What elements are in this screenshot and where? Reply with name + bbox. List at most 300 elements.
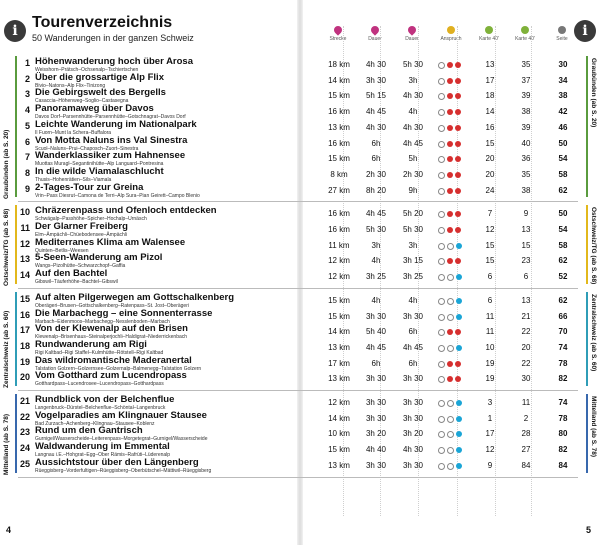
difficulty-rating bbox=[438, 431, 468, 439]
map-number: 22 bbox=[521, 358, 531, 368]
column-header-label: Dauer bbox=[405, 36, 419, 42]
distance: 13 km bbox=[328, 342, 350, 352]
duration-up: 2h 30 bbox=[365, 169, 387, 179]
difficulty-dot-icon bbox=[438, 243, 445, 250]
tour-name: 2-Tages-Tour zur Greina bbox=[35, 181, 144, 193]
page-ref: 62 bbox=[558, 256, 568, 266]
map-number: 15 bbox=[485, 256, 495, 266]
region-color-bar bbox=[15, 394, 17, 473]
section-divider bbox=[18, 288, 578, 289]
map-number: 11 bbox=[521, 398, 531, 407]
tour-number: 4 bbox=[24, 105, 30, 116]
difficulty-dot-icon bbox=[447, 243, 454, 250]
page-ref: 80 bbox=[558, 429, 568, 439]
map-number: 17 bbox=[485, 429, 495, 439]
difficulty-dot-icon bbox=[455, 227, 461, 233]
tour-number: 17 bbox=[19, 325, 30, 336]
difficulty-rating bbox=[438, 345, 468, 353]
tour-number: 12 bbox=[19, 238, 30, 249]
duration-down: 4h 45 bbox=[402, 138, 424, 148]
difficulty-rating bbox=[438, 463, 468, 471]
page-ref: 50 bbox=[558, 209, 568, 219]
map-number: 35 bbox=[521, 169, 531, 179]
page-ref: 66 bbox=[558, 311, 568, 321]
difficulty-dot-icon bbox=[438, 227, 445, 234]
page-ref: 54 bbox=[558, 225, 568, 234]
difficulty-rating bbox=[438, 274, 468, 282]
tour-route: Bivio–Natons–Alp Flix–Tinizong bbox=[35, 82, 106, 89]
difficulty-dot-icon bbox=[456, 416, 462, 422]
duration-up: 4h 45 bbox=[365, 342, 387, 352]
region-label: Ostschweiz/TG (ab S. 68) bbox=[590, 207, 597, 285]
difficulty-dot-icon bbox=[455, 258, 461, 264]
map-number: 28 bbox=[521, 429, 531, 439]
column-header-pin-up bbox=[360, 26, 390, 42]
map-number: 20 bbox=[485, 169, 495, 179]
difficulty-dot-icon bbox=[447, 258, 453, 264]
map-number: 9 bbox=[523, 209, 529, 219]
duration-up: 4h 45 bbox=[365, 107, 387, 117]
tour-name: Von der Klewenalp auf den Brisen bbox=[35, 323, 188, 335]
duration-up: 4h 45 bbox=[365, 209, 387, 219]
map-number: 13 bbox=[521, 295, 531, 305]
difficulty-dot-icon bbox=[447, 156, 453, 162]
tour-number: 24 bbox=[19, 443, 30, 454]
column-header-pin-down bbox=[397, 26, 427, 42]
difficulty-dot-icon bbox=[447, 93, 453, 99]
map-number: 9 bbox=[487, 460, 493, 470]
difficulty-dot-icon bbox=[447, 274, 454, 281]
column-header-pin bbox=[323, 26, 353, 42]
pin-up-icon bbox=[369, 24, 380, 35]
duration-down: 6h bbox=[408, 358, 418, 368]
map-number: 11 bbox=[485, 311, 495, 321]
page-ref: 62 bbox=[558, 295, 568, 305]
difficulty-dot-icon bbox=[455, 93, 461, 99]
map-number: 39 bbox=[521, 91, 531, 101]
map-number: 24 bbox=[485, 185, 495, 195]
difficulty-dot-icon bbox=[447, 78, 453, 84]
table-row[interactable] bbox=[18, 456, 578, 474]
section-divider bbox=[18, 390, 578, 391]
difficulty-rating bbox=[438, 172, 468, 180]
map-number: 23 bbox=[521, 256, 531, 266]
tour-route: Gotthardpass–Lucendrosee–Lucendropass–Gotthardpass bbox=[35, 381, 164, 388]
duration-up: 4h bbox=[371, 295, 381, 305]
difficulty-dot-icon bbox=[438, 376, 445, 383]
duration-down: 4h 30 bbox=[402, 445, 424, 455]
difficulty-rating bbox=[438, 361, 468, 369]
difficulty-dot-icon bbox=[455, 376, 461, 382]
duration-up: 8h 20 bbox=[365, 185, 387, 195]
duration-up: 6h bbox=[371, 154, 381, 164]
difficulty-dot-icon bbox=[456, 243, 462, 249]
duration-down: 2h 30 bbox=[402, 169, 424, 179]
difficulty-dot-icon bbox=[455, 172, 461, 178]
difficulty-dot-icon bbox=[438, 314, 445, 321]
distance: 14 km bbox=[328, 413, 350, 423]
map-number: 36 bbox=[521, 154, 531, 164]
tour-number: 14 bbox=[19, 270, 30, 281]
difficulty-dot-icon bbox=[447, 416, 454, 423]
difficulty-icon bbox=[447, 26, 455, 34]
difficulty-dot-icon bbox=[447, 188, 453, 194]
map-number: 2 bbox=[523, 413, 529, 423]
region-color-bar bbox=[15, 205, 17, 284]
region-color-bar bbox=[15, 292, 17, 386]
duration-up: 3h 30 bbox=[365, 413, 387, 423]
tour-number: 22 bbox=[19, 411, 30, 422]
difficulty-dot-icon bbox=[447, 172, 453, 178]
tour-route: Quinten–Betlis–Weesen bbox=[35, 247, 89, 254]
difficulty-dot-icon bbox=[438, 109, 445, 116]
difficulty-dot-icon bbox=[456, 274, 462, 280]
difficulty-dot-icon bbox=[438, 258, 445, 265]
page-ref: 30 bbox=[558, 60, 568, 69]
duration-up: 3h 30 bbox=[365, 460, 387, 470]
page-ref: 62 bbox=[558, 185, 568, 195]
tour-name: Wanderklassiker zum Hahnensee bbox=[35, 150, 186, 162]
difficulty-dot-icon bbox=[438, 141, 445, 148]
region-label: Ostschweiz/TG (ab S. 68) bbox=[3, 208, 10, 286]
difficulty-rating bbox=[438, 258, 468, 266]
difficulty-rating bbox=[438, 329, 468, 337]
difficulty-rating bbox=[438, 227, 468, 235]
region-label: Zentralschweiz (ab S. 60) bbox=[3, 310, 10, 388]
region-label: Graubünden (ab S. 20) bbox=[590, 58, 597, 128]
distance: 14 km bbox=[328, 75, 350, 85]
duration-up: 4h bbox=[371, 256, 381, 266]
page-ref: 78 bbox=[558, 413, 568, 423]
difficulty-dot-icon bbox=[438, 172, 445, 179]
difficulty-rating bbox=[438, 125, 468, 133]
difficulty-dot-icon bbox=[447, 211, 453, 217]
difficulty-dot-icon bbox=[438, 125, 445, 132]
map-number: 12 bbox=[485, 225, 495, 234]
map-number: 13 bbox=[521, 225, 531, 234]
page-ref: 58 bbox=[558, 240, 568, 250]
tour-route: Casaccia–Höhenweg–Soglio–Castasegna bbox=[35, 98, 129, 105]
map-number: 30 bbox=[521, 374, 531, 384]
tour-number: 18 bbox=[19, 340, 30, 351]
difficulty-dot-icon bbox=[455, 125, 461, 131]
duration-down: 3h bbox=[408, 240, 418, 250]
tour-number: 2 bbox=[24, 73, 30, 84]
section-divider bbox=[18, 477, 578, 478]
tour-number: 8 bbox=[24, 167, 30, 178]
tour-route: Klewenalp–Brisenhaus–Steinalperjochli–Haldigrat–Niederrickenbach bbox=[35, 334, 188, 341]
distance: 17 km bbox=[328, 358, 350, 368]
tour-route: Thusis–Hohenrätien–Sils–Viamala bbox=[35, 176, 112, 183]
pin-down-icon bbox=[406, 24, 417, 35]
page-ref: 70 bbox=[558, 327, 568, 337]
duration-down: 5h bbox=[408, 154, 418, 164]
map-number: 15 bbox=[485, 240, 495, 250]
difficulty-dot-icon bbox=[456, 400, 462, 406]
page-number-right: 5 bbox=[586, 525, 592, 535]
page-ref: 34 bbox=[558, 75, 568, 85]
duration-down: 4h 45 bbox=[402, 342, 424, 352]
duration-up: 3h 30 bbox=[365, 374, 387, 384]
difficulty-dot-icon bbox=[438, 298, 445, 305]
tour-name: Chräzerenpass und Ofenloch entdecken bbox=[35, 205, 217, 217]
tour-name: Von Motta Naluns ins Val Sinestra bbox=[35, 134, 188, 146]
tour-name: Rund um den Gantrisch bbox=[35, 425, 143, 437]
duration-down: 3h 30 bbox=[402, 374, 424, 384]
duration-up: 5h 40 bbox=[365, 327, 387, 337]
tour-route: Oberägeri–Brusen–Gottschalkenberg–Ratenpass–St. Jost–Oberägeri bbox=[35, 302, 189, 309]
tour-route: Muottas Muragl–Segantinihütte–Alp Languard–Pontresina bbox=[35, 161, 164, 168]
duration-down: 3h bbox=[408, 75, 418, 85]
map-number: 19 bbox=[485, 374, 495, 384]
difficulty-rating bbox=[438, 243, 468, 251]
map-number: 16 bbox=[485, 122, 495, 132]
difficulty-dot-icon bbox=[455, 156, 461, 162]
tour-name: Aussichtstour über den Längenberg bbox=[35, 456, 199, 468]
column-header-label: Anspruch bbox=[440, 36, 462, 42]
difficulty-dot-icon bbox=[438, 93, 445, 100]
tour-name: Über die grossartige Alp Flix bbox=[35, 71, 164, 83]
table-row[interactable] bbox=[18, 270, 578, 285]
difficulty-dot-icon bbox=[447, 109, 453, 115]
duration-down: 4h 30 bbox=[402, 91, 424, 101]
distance: 15 km bbox=[328, 154, 350, 164]
difficulty-dot-icon bbox=[456, 463, 462, 469]
distance: 27 km bbox=[328, 185, 350, 195]
tour-route: Bad Zurzach–Achenberg–Klingnau–Stausee–Koblenz bbox=[35, 420, 155, 427]
map-number: 84 bbox=[521, 460, 531, 470]
difficulty-dot-icon bbox=[447, 298, 454, 305]
duration-up: 3h 25 bbox=[365, 272, 387, 282]
info-icon: i bbox=[574, 20, 596, 42]
tour-name: Rundwanderung am Rigi bbox=[35, 338, 147, 350]
difficulty-rating bbox=[438, 93, 468, 101]
difficulty-rating bbox=[438, 109, 468, 117]
tour-number: 16 bbox=[19, 309, 30, 320]
duration-down: 3h 15 bbox=[402, 256, 424, 266]
distance: 12 km bbox=[328, 272, 350, 282]
difficulty-dot-icon bbox=[438, 78, 445, 85]
tour-number: 11 bbox=[20, 223, 30, 233]
map-icon bbox=[485, 26, 493, 34]
duration-down: 3h 25 bbox=[402, 272, 424, 282]
region-label: Mittelland (ab S. 78) bbox=[3, 413, 10, 475]
tour-route: Wangs–Pizolhütte–Schwarzchopf–Gaffia bbox=[35, 263, 126, 270]
tour-route: Marbach–Eidenmoos–Marbachegg–Nesslenboden–Marbach bbox=[35, 318, 170, 325]
difficulty-dot-icon bbox=[447, 361, 453, 367]
page-ref: 58 bbox=[558, 169, 568, 179]
page-ref: 78 bbox=[558, 358, 568, 368]
map-number: 12 bbox=[485, 445, 495, 455]
map-number: 14 bbox=[485, 107, 495, 117]
tour-route: Talstation Golzern–Golzernsee–Golzernalp–Balmenegg–Talstation Golzern bbox=[35, 365, 202, 372]
page-title: Tourenverzeichnis bbox=[32, 14, 173, 31]
duration-down: 4h 30 bbox=[402, 122, 424, 132]
map-number: 39 bbox=[521, 122, 531, 132]
region-label: Graubünden (ab S. 20) bbox=[3, 129, 10, 200]
distance: 14 km bbox=[328, 327, 350, 337]
difficulty-dot-icon bbox=[447, 62, 453, 68]
difficulty-dot-icon bbox=[438, 329, 445, 336]
difficulty-rating bbox=[438, 314, 468, 322]
duration-up: 3h 30 bbox=[365, 398, 387, 407]
column-header-page bbox=[547, 26, 577, 42]
duration-up: 3h 30 bbox=[365, 311, 387, 321]
tour-name: Waldwanderung im Emmental bbox=[35, 441, 170, 453]
difficulty-dot-icon bbox=[456, 345, 462, 351]
distance: 16 km bbox=[328, 209, 350, 219]
region-label: Mittelland (ab S. 78) bbox=[590, 396, 597, 458]
tour-name: Die Gebirgswelt des Bergells bbox=[35, 87, 166, 99]
difficulty-dot-icon bbox=[438, 345, 445, 352]
tour-name: In die wilde Viamalaschlucht bbox=[35, 165, 164, 177]
page-ref: 42 bbox=[558, 107, 568, 117]
difficulty-rating bbox=[438, 188, 468, 196]
difficulty-rating bbox=[438, 78, 468, 86]
tour-number: 3 bbox=[24, 89, 30, 100]
duration-up: 5h 30 bbox=[365, 225, 387, 234]
difficulty-dot-icon bbox=[456, 298, 462, 304]
distance: 16 km bbox=[328, 225, 350, 234]
tour-name: Das wildromantische Maderanertal bbox=[35, 354, 192, 366]
tour-number: 23 bbox=[19, 427, 30, 438]
tour-route: Rüeggisberg–Vorderfultigen–Rüeggisberg–Oberbütschel–Mättiwil–Rüeggisberg bbox=[35, 467, 212, 474]
duration-up: 4h 30 bbox=[365, 60, 387, 69]
difficulty-dot-icon bbox=[455, 109, 461, 115]
map-number: 7 bbox=[487, 209, 493, 219]
duration-down: 4h bbox=[408, 107, 418, 117]
tour-route: Gibswil–Täuferhöhe–Bachtel–Gibswil bbox=[35, 279, 118, 286]
distance: 16 km bbox=[328, 107, 350, 117]
duration-up: 6h bbox=[371, 138, 381, 148]
tour-name: Die Marbachegg – eine Sonnenterrasse bbox=[35, 307, 213, 319]
tour-number: 1 bbox=[24, 58, 30, 68]
map-number: 35 bbox=[521, 60, 531, 69]
difficulty-dot-icon bbox=[447, 431, 454, 438]
difficulty-dot-icon bbox=[447, 447, 454, 454]
duration-down: 5h 30 bbox=[402, 60, 424, 69]
difficulty-rating bbox=[438, 376, 468, 384]
page-ref: 74 bbox=[558, 342, 568, 352]
difficulty-dot-icon bbox=[438, 156, 445, 163]
duration-down: 3h 30 bbox=[402, 413, 424, 423]
map-number: 27 bbox=[521, 445, 531, 455]
page-ref: 38 bbox=[558, 91, 568, 101]
difficulty-rating bbox=[438, 400, 468, 408]
difficulty-dot-icon bbox=[447, 345, 454, 352]
region-color-bar bbox=[15, 56, 17, 197]
difficulty-dot-icon bbox=[447, 314, 454, 321]
tour-route: Schwägalp–Passhöhe–Spicher–Hochalp–Urnäsch bbox=[35, 216, 147, 223]
distance: 15 km bbox=[328, 91, 350, 101]
tour-route: Weisshorn–Prätsch–Ochsenalp–Tschiertschen bbox=[35, 67, 139, 73]
difficulty-dot-icon bbox=[438, 431, 445, 438]
table-row[interactable] bbox=[18, 181, 578, 199]
map-number: 19 bbox=[485, 358, 495, 368]
map-number: 21 bbox=[521, 311, 531, 321]
distance: 8 km bbox=[330, 169, 348, 179]
duration-down: 4h bbox=[408, 295, 418, 305]
page-ref: 50 bbox=[558, 138, 568, 148]
map-number: 38 bbox=[521, 185, 531, 195]
duration-down: 3h 30 bbox=[402, 398, 424, 407]
difficulty-dot-icon bbox=[438, 274, 445, 281]
difficulty-dot-icon bbox=[455, 329, 461, 335]
map-number: 15 bbox=[485, 138, 495, 148]
map-number: 3 bbox=[487, 398, 493, 407]
column-header-label: Strecke bbox=[329, 36, 347, 42]
distance: 16 km bbox=[328, 138, 350, 148]
duration-up: 3h bbox=[371, 240, 381, 250]
tour-route: Langnau i.E.–Hohgrat–Egg–Ober Rämis–Rafrüti–Lüderenalp bbox=[35, 452, 171, 459]
duration-up: 3h 20 bbox=[365, 429, 387, 439]
map-icon bbox=[521, 26, 529, 34]
info-icon: i bbox=[4, 20, 26, 42]
tour-number: 21 bbox=[19, 396, 30, 406]
distance: 12 km bbox=[328, 256, 350, 266]
page-ref: 84 bbox=[558, 460, 568, 470]
tour-route: Il Fuorn–Munt la Schera–Buffalora bbox=[35, 129, 112, 136]
difficulty-rating bbox=[438, 62, 468, 70]
duration-down: 3h 30 bbox=[402, 311, 424, 321]
page-ref: 74 bbox=[558, 398, 568, 407]
section-divider bbox=[18, 201, 578, 202]
table-row[interactable] bbox=[18, 372, 578, 387]
duration-up: 6h bbox=[371, 358, 381, 368]
column-header-label: Dauer bbox=[368, 36, 382, 42]
tour-route: Davos Dorf–Parsennhütte–Parsennhütte–Gotschnagrat–Davos Dorf bbox=[35, 114, 186, 121]
distance: 15 km bbox=[328, 295, 350, 305]
distance: 15 km bbox=[328, 445, 350, 455]
tour-number: 9 bbox=[24, 183, 30, 194]
duration-up: 4h 40 bbox=[365, 445, 387, 455]
duration-up: 3h 30 bbox=[365, 75, 387, 85]
difficulty-dot-icon bbox=[455, 78, 461, 84]
duration-down: 9h bbox=[408, 185, 418, 195]
column-header-difficulty bbox=[436, 26, 466, 42]
difficulty-dot-icon bbox=[438, 400, 445, 407]
difficulty-dot-icon bbox=[447, 376, 453, 382]
map-number: 15 bbox=[521, 240, 531, 250]
page-number-left: 4 bbox=[6, 525, 12, 535]
map-number: 20 bbox=[521, 342, 531, 352]
difficulty-dot-icon bbox=[447, 141, 453, 147]
map-number: 6 bbox=[523, 272, 529, 282]
difficulty-dot-icon bbox=[455, 211, 461, 217]
page-icon bbox=[558, 26, 566, 34]
difficulty-rating bbox=[438, 298, 468, 306]
difficulty-dot-icon bbox=[438, 62, 445, 69]
difficulty-dot-icon bbox=[438, 361, 445, 368]
map-number: 40 bbox=[521, 138, 531, 148]
difficulty-dot-icon bbox=[447, 329, 453, 335]
duration-down: 3h 30 bbox=[402, 460, 424, 470]
tour-route: Gurnigel/Wasserscheide–Leiterenpass–Morgetegrat–Gurnigel/Wasserscheide bbox=[35, 436, 208, 443]
map-number: 10 bbox=[485, 342, 495, 352]
duration-down: 5h 20 bbox=[402, 209, 424, 219]
map-number: 6 bbox=[487, 295, 493, 305]
distance: 18 km bbox=[328, 60, 350, 69]
page-ref: 52 bbox=[558, 272, 568, 282]
duration-down: 5h 30 bbox=[402, 225, 424, 234]
map-number: 38 bbox=[521, 107, 531, 117]
difficulty-rating bbox=[438, 447, 468, 455]
column-header-label: Seite bbox=[556, 36, 568, 42]
page-ref: 54 bbox=[558, 154, 568, 164]
distance: 13 km bbox=[328, 122, 350, 132]
difficulty-dot-icon bbox=[438, 416, 445, 423]
pin-icon bbox=[332, 24, 343, 35]
